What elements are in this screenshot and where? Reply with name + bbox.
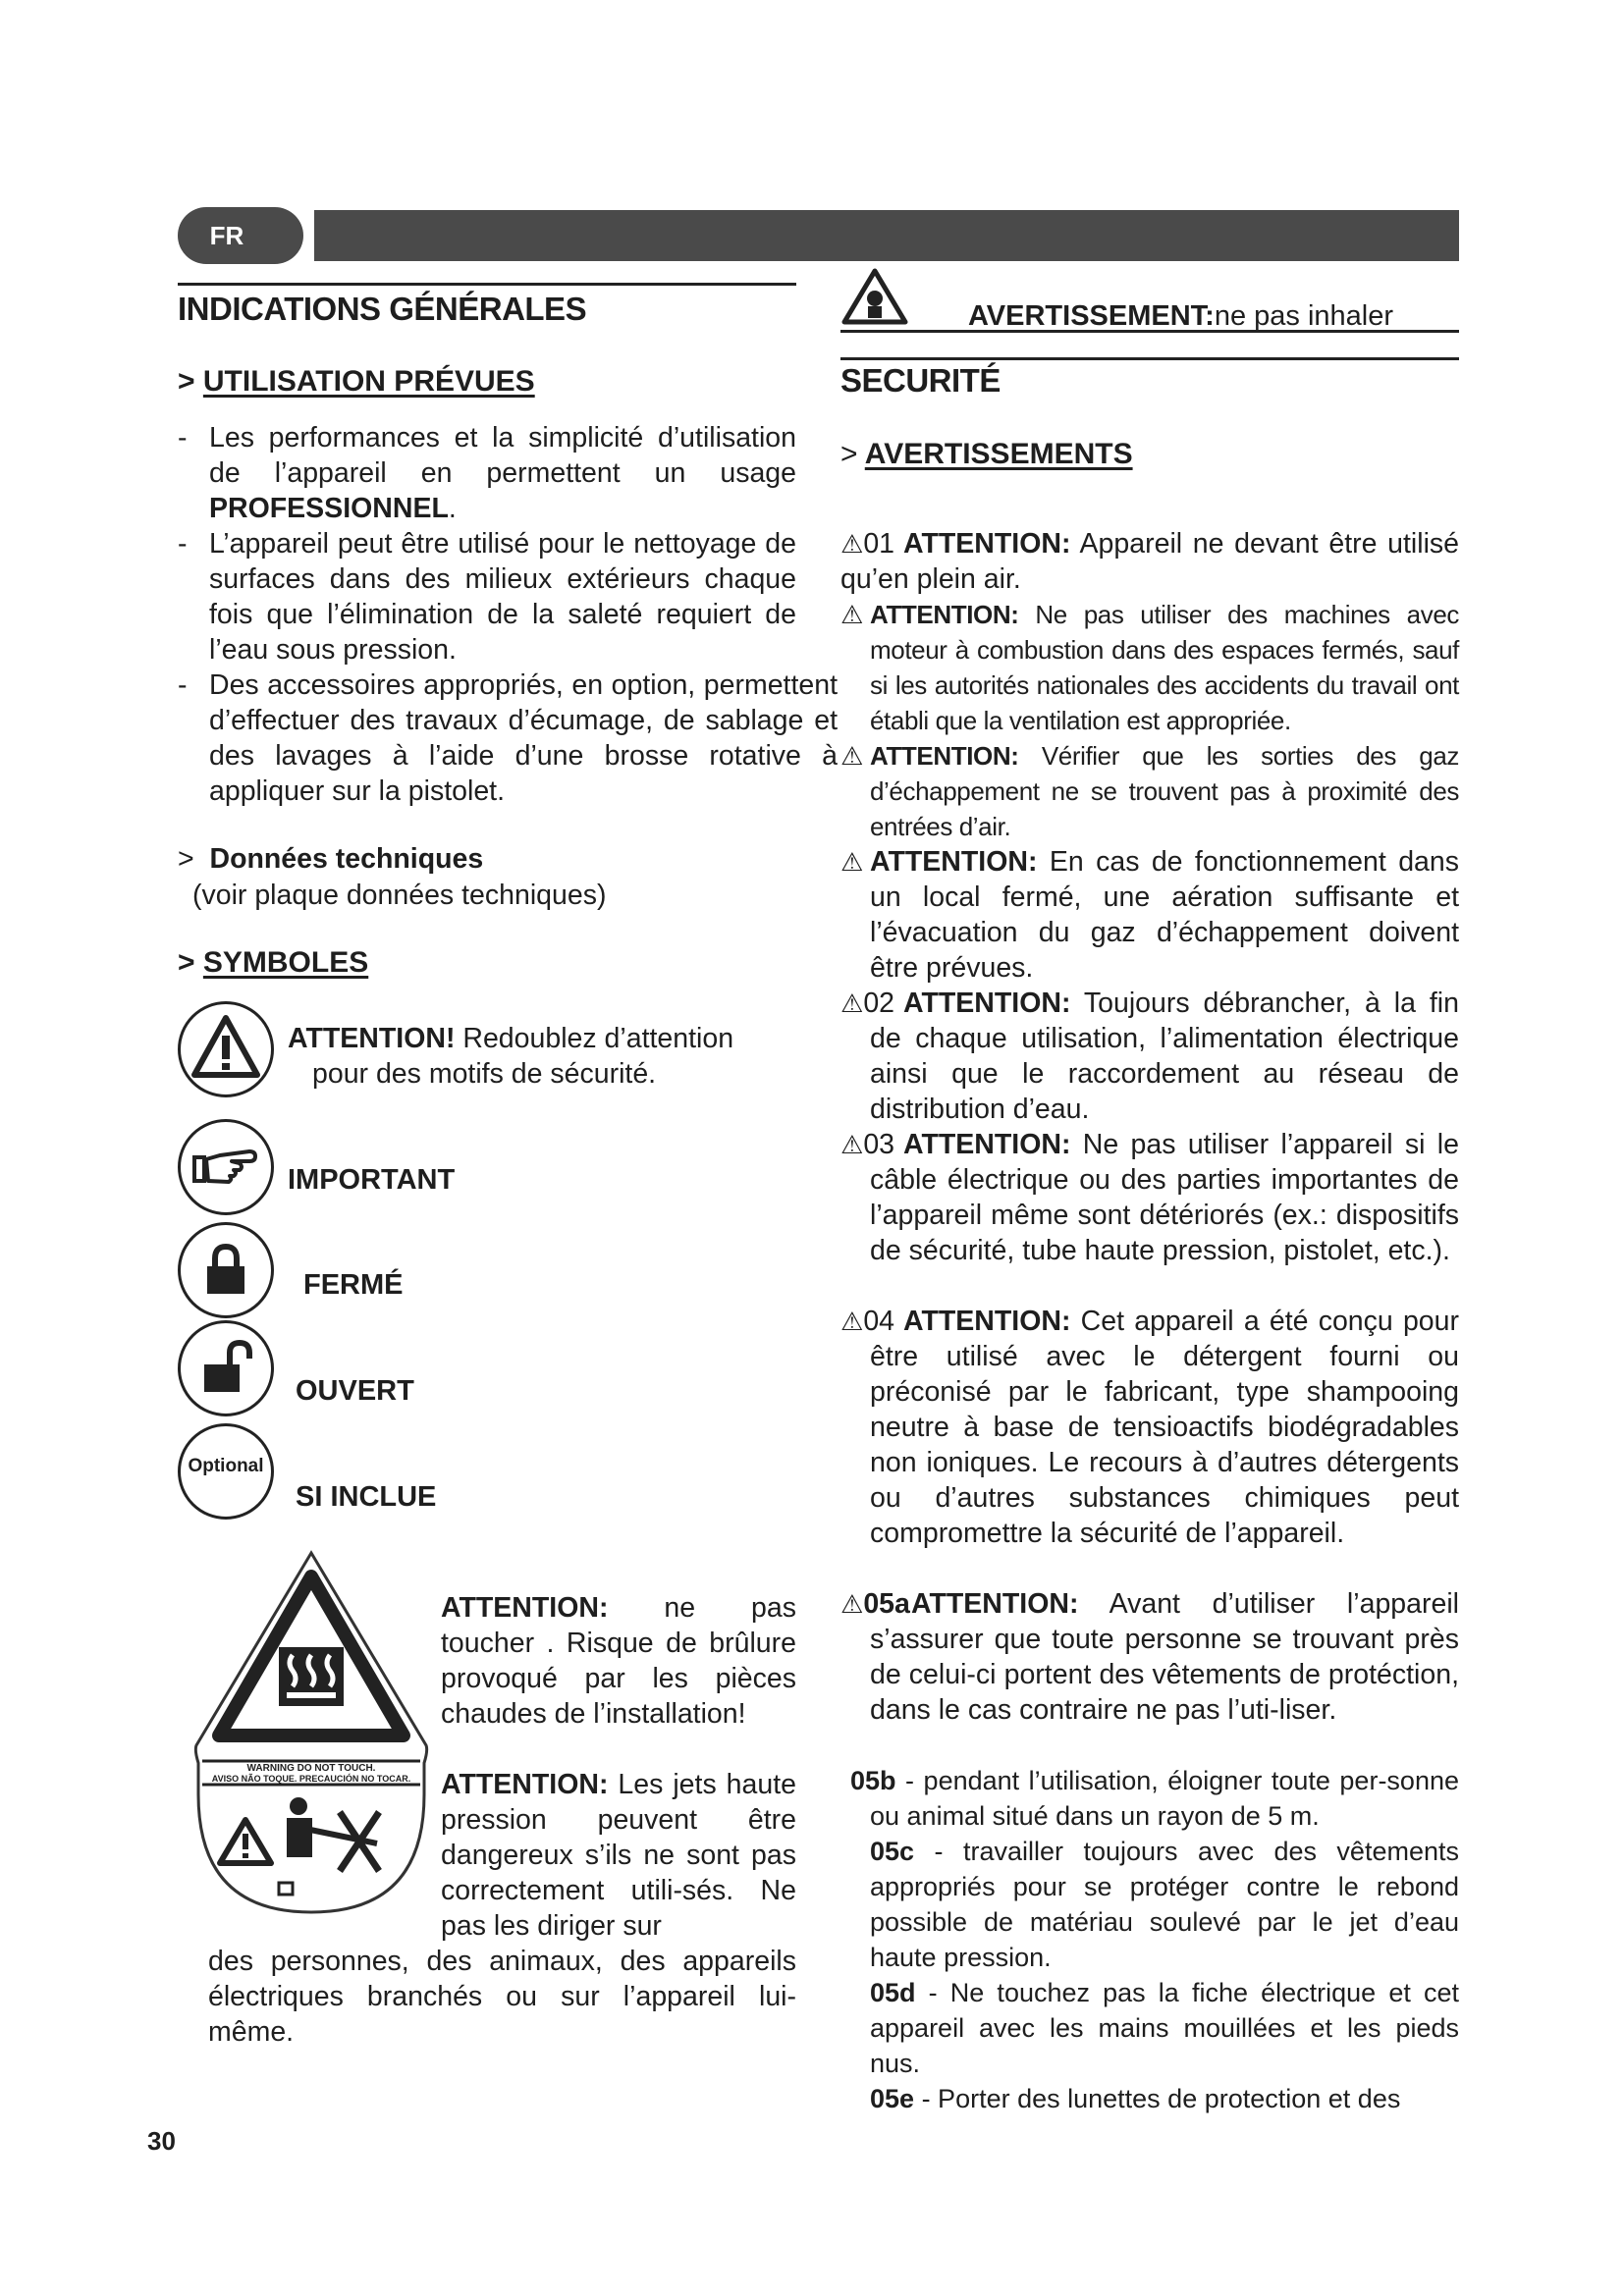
warning-triangle-icon: ⚠ <box>840 847 864 877</box>
warning-combustion: ⚠ ATTENTION: Ne pas utiliser des machines avec moteur à combustion dans des espaces fermés, sauf si les autorités nationales des accidents du travail ont établi que la ventilation est appropriée. <box>840 597 1459 738</box>
right-rule <box>840 357 1459 360</box>
si-inclue-label: SI INCLUE <box>296 1481 437 1513</box>
list-item: - Des accessoires appropriés, en option, permettent d’effectuer des travaux d’écumage, de sablage et des lavages à l’aide d’une brosse rotative à appliquer sur la pistolet. <box>178 669 838 807</box>
utilisation-list <box>178 420 838 809</box>
donnees-heading: > Données techniques <box>178 843 484 875</box>
safety-sticker-drawing <box>192 1549 430 1914</box>
hot-surface-warning: ATTENTION: ne pas toucher . Risque de brûlure provoqué par les pièces chaudes de l’installation! <box>441 1592 796 1730</box>
list-item: - Les performances et la simplicité d’utilisation de l’appareil en permettent un usage PROFESSIONNEL. <box>178 422 796 524</box>
warning-triangle-icon: ⚠ <box>840 600 864 629</box>
sub-05e: 05e - Porter des lunettes de protection et des <box>870 2084 1401 2113</box>
warning-triangle-icon: ⚠ <box>840 741 864 771</box>
warning-02: ⚠02 ATTENTION: Toujours débrancher, à la fin de chaque utilisation, l’alimentation électrique ainsi que le raccordement au réseau de distribution d’eau. <box>840 988 1459 1125</box>
ferme-label: FERMÉ <box>303 1269 404 1301</box>
warning-triangle-icon: ⚠ <box>840 1307 864 1336</box>
page-title: INDICATIONS GÉNÉRALES <box>178 291 587 327</box>
important-label: IMPORTANT <box>288 1164 456 1196</box>
securite-title: SECURITÉ <box>840 362 1001 399</box>
header-bar <box>314 210 1459 261</box>
warning-triangle-icon: ⚠ <box>840 1130 864 1159</box>
lock-open-icon <box>178 1320 274 1416</box>
language-badge <box>178 207 303 264</box>
optional-icon: Optional <box>178 1423 274 1520</box>
attention-symbol-text: ATTENTION! Redoublez d’attention <box>288 1023 734 1054</box>
warning-triangle-icon: ⚠ <box>840 1589 864 1619</box>
section-rule <box>178 283 796 286</box>
lock-closed-icon <box>178 1222 274 1318</box>
jets-warning: ATTENTION: Les jets haute pression peuvent être dangereux s’ils ne sont pas correctement utili-sés. Ne pas les diriger sur <box>441 1769 796 1942</box>
sticker-text-2: AVISO NÃO TOQUE. PRECAUCIÓN NO TOCAR. <box>211 1774 411 1784</box>
donnees-text: (voir plaque données techniques) <box>192 880 607 911</box>
warning-triangle-icon: ⚠ <box>840 529 864 559</box>
warning-05a: ⚠05a ATTENTION: Avant d’utiliser l’appareil s’assurer que toute personne se trouvant près de celui-ci portent des vêtements de protéction, dans le cas contraire ne pas l’uti-liser. <box>840 1588 1459 1726</box>
warning-triangle-icon: ⚠ <box>840 988 864 1018</box>
warning-03: ⚠03 ATTENTION: Ne pas utiliser l’appareil si le câble électrique ou des parties importantes de l’appareil même sont détériorés (ex.: dispositifs de sécurité, tube haute pression, pistolet, etc.). <box>840 1129 1459 1266</box>
avertissement-inhale: AVERTISSEMENT:ne pas inhaler <box>968 300 1394 332</box>
warning-01: ⚠01 ATTENTION: Appareil ne devant être utilisé qu’en plein air. <box>840 528 1459 595</box>
sub-05c: 05c - travailler toujours avec des vêtements appropriés pour se protéger contre le rebond possible de matériau soulevé par le jet d’eau haute pression. <box>870 1837 1459 1972</box>
warning-ventilation: ⚠ ATTENTION: En cas de fonctionnement dans un local fermé, une aération suffisante et l’évacuation du gaz d’échappement doivent être prévues. <box>840 846 1459 984</box>
ouvert-label: OUVERT <box>296 1375 414 1407</box>
symboles-heading: > SYMBOLES <box>178 946 369 979</box>
avertissements-heading: > AVERTISSEMENTS <box>840 438 1133 470</box>
no-inhale-icon <box>840 267 909 328</box>
list-item: - L’appareil peut être utilisé pour le nettoyage de surfaces dans des milieux extérieurs chaque fois que l’élimination de la saleté requiert de l’eau sous pression. <box>178 528 796 666</box>
pointing-hand-icon <box>178 1119 274 1215</box>
sub-05d: 05d - Ne touchez pas la fiche électrique et cet appareil avec les mains mouillées et les pieds nus. <box>870 1978 1459 2078</box>
sticker-text-1: WARNING DO NOT TOUCH. <box>246 1763 376 1774</box>
warning-exhaust: ⚠ ATTENTION: Vérifier que les sorties des gaz d’échappement ne se trouvent pas à proximité des entrées d’air. <box>840 738 1459 844</box>
warning-04: ⚠04 ATTENTION: Cet appareil a été conçu pour être utilisé avec le détergent fourni ou préconisé par le fabricant, type shampooing neutre à base de tensioactifs biodégradables non ioniques. Le recours à d’autres détergents ou d’autres substances chimiques peut compromettre la sécurité de l’appareil. <box>840 1306 1459 1549</box>
page-number: 30 <box>147 2126 176 2156</box>
safety-sticker-image <box>192 1549 430 1914</box>
utilisation-heading: > UTILISATION PRÉVUES <box>178 365 535 398</box>
language-label: FR <box>209 221 244 250</box>
attention-symbol-text2: pour des motifs de sécurité. <box>312 1058 657 1090</box>
jets-warning-cont: des personnes, des animaux, des appareils électriques branchés ou sur l’appareil lui-même. <box>208 1946 796 2048</box>
attention-symbol-icon <box>178 1001 274 1097</box>
sub-05b: 05b - pendant l’utilisation, éloigner toute per-sonne ou animal situé dans un rayon de 5 m. <box>850 1766 1459 1831</box>
